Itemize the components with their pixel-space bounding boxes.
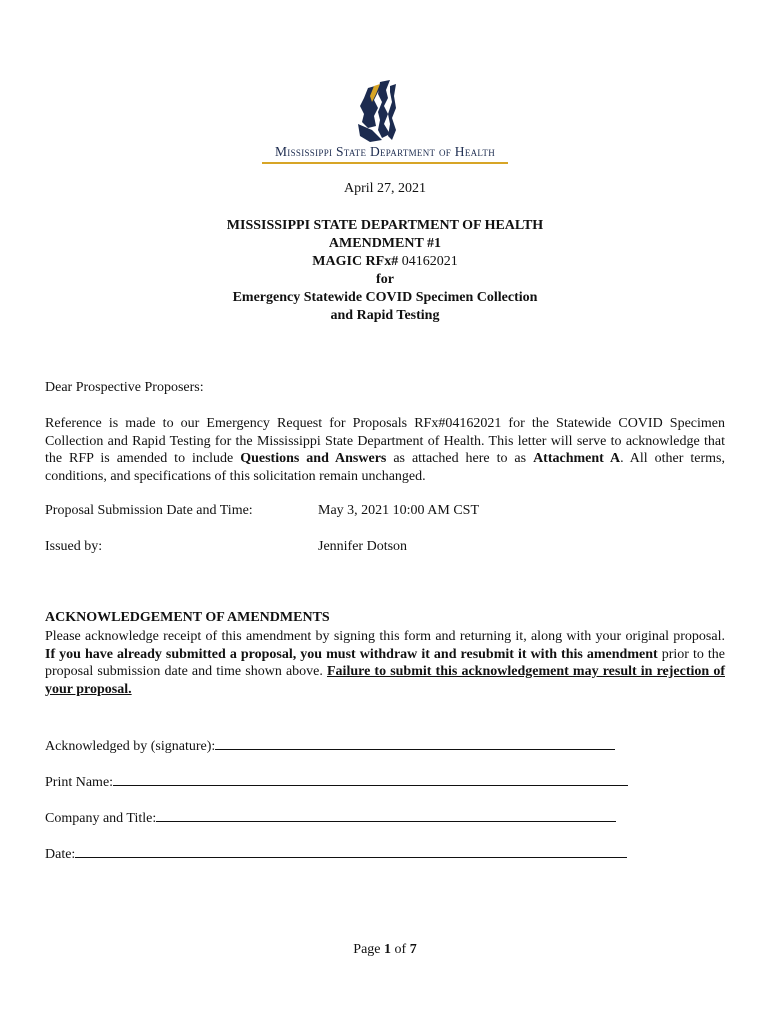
ack-paragraph <box>45 628 725 698</box>
rfx-number: 04162021 <box>398 254 458 269</box>
print-name-row <box>45 771 628 791</box>
date-row <box>45 843 627 863</box>
page-prefix: Page <box>353 942 385 957</box>
signature-field[interactable] <box>215 735 615 750</box>
body-paragraph <box>45 415 725 485</box>
date-field[interactable] <box>75 843 627 858</box>
page-of: of <box>391 942 410 957</box>
mississippi-state-map-icon <box>250 78 512 144</box>
ack-text-1: Please acknowledge receipt of this amendment by signing this form and returning it, along with your original proposal. <box>45 629 725 644</box>
company-title-field[interactable] <box>156 807 616 822</box>
company-title-label: Company and Title: <box>45 811 157 826</box>
submission-label: Proposal Submission Date and Time: <box>45 503 253 518</box>
rfx-label: MAGIC RFx# <box>312 254 399 269</box>
title-subject-line1: Emergency Statewide COVID Specimen Collection <box>232 290 538 305</box>
print-name-field[interactable] <box>113 771 628 786</box>
total-pages: 7 <box>409 942 417 957</box>
submission-value: May 3, 2021 10:00 AM CST <box>318 503 480 518</box>
title-subject-line2: and Rapid Testing <box>330 308 440 323</box>
company-title-row <box>45 807 616 827</box>
current-page: 1 <box>384 942 392 957</box>
agency-logo <box>250 78 512 166</box>
date-label: Date: <box>45 847 76 862</box>
salutation: Dear Prospective Proposers: <box>45 380 204 395</box>
signature-row <box>45 735 615 755</box>
title-rfx <box>0 254 770 270</box>
title-amendment: AMENDMENT #1 <box>328 236 442 251</box>
ack-failure-warning: Failure to submit this acknowledgement may result in rejection of your proposal. <box>45 664 725 697</box>
logo-divider <box>262 162 508 164</box>
body-text-2: as attached here to as <box>386 451 534 466</box>
title-for: for <box>376 272 394 287</box>
body-text-3: . All other terms, conditions, and specifications of this solicitation remain unchanged. <box>45 451 725 484</box>
org-name: Mississippi State Department of Health <box>274 144 495 159</box>
ack-withdraw-notice: If you have already submitted a proposal, you must withdraw it and resubmit it with this amendment <box>45 646 658 662</box>
title-department: MISSISSIPPI STATE DEPARTMENT OF HEALTH <box>226 218 544 233</box>
print-name-label: Print Name: <box>45 775 114 790</box>
ack-text-2: prior to the proposal submission date and time shown above. <box>45 646 725 679</box>
ack-heading: ACKNOWLEDGEMENT OF AMENDMENTS <box>45 610 330 625</box>
signature-label: Acknowledged by (signature): <box>45 739 216 754</box>
body-attachment-a: Attachment A <box>533 451 621 466</box>
letter-date: April 27, 2021 <box>343 181 427 196</box>
body-questions-answers: Questions and Answers <box>240 451 387 466</box>
page-number <box>0 942 770 958</box>
body-text-1: Reference is made to our Emergency Request for Proposals RFx#04162021 for the Statewide COVID Specimen Collection and Rapid Testing for the Mississippi State Department of Health. This letter will serve to acknowledge that the RFP is amended to include <box>45 416 725 466</box>
issued-by-value: Jennifer Dotson <box>318 539 408 554</box>
issued-by-label: Issued by: <box>45 539 103 554</box>
